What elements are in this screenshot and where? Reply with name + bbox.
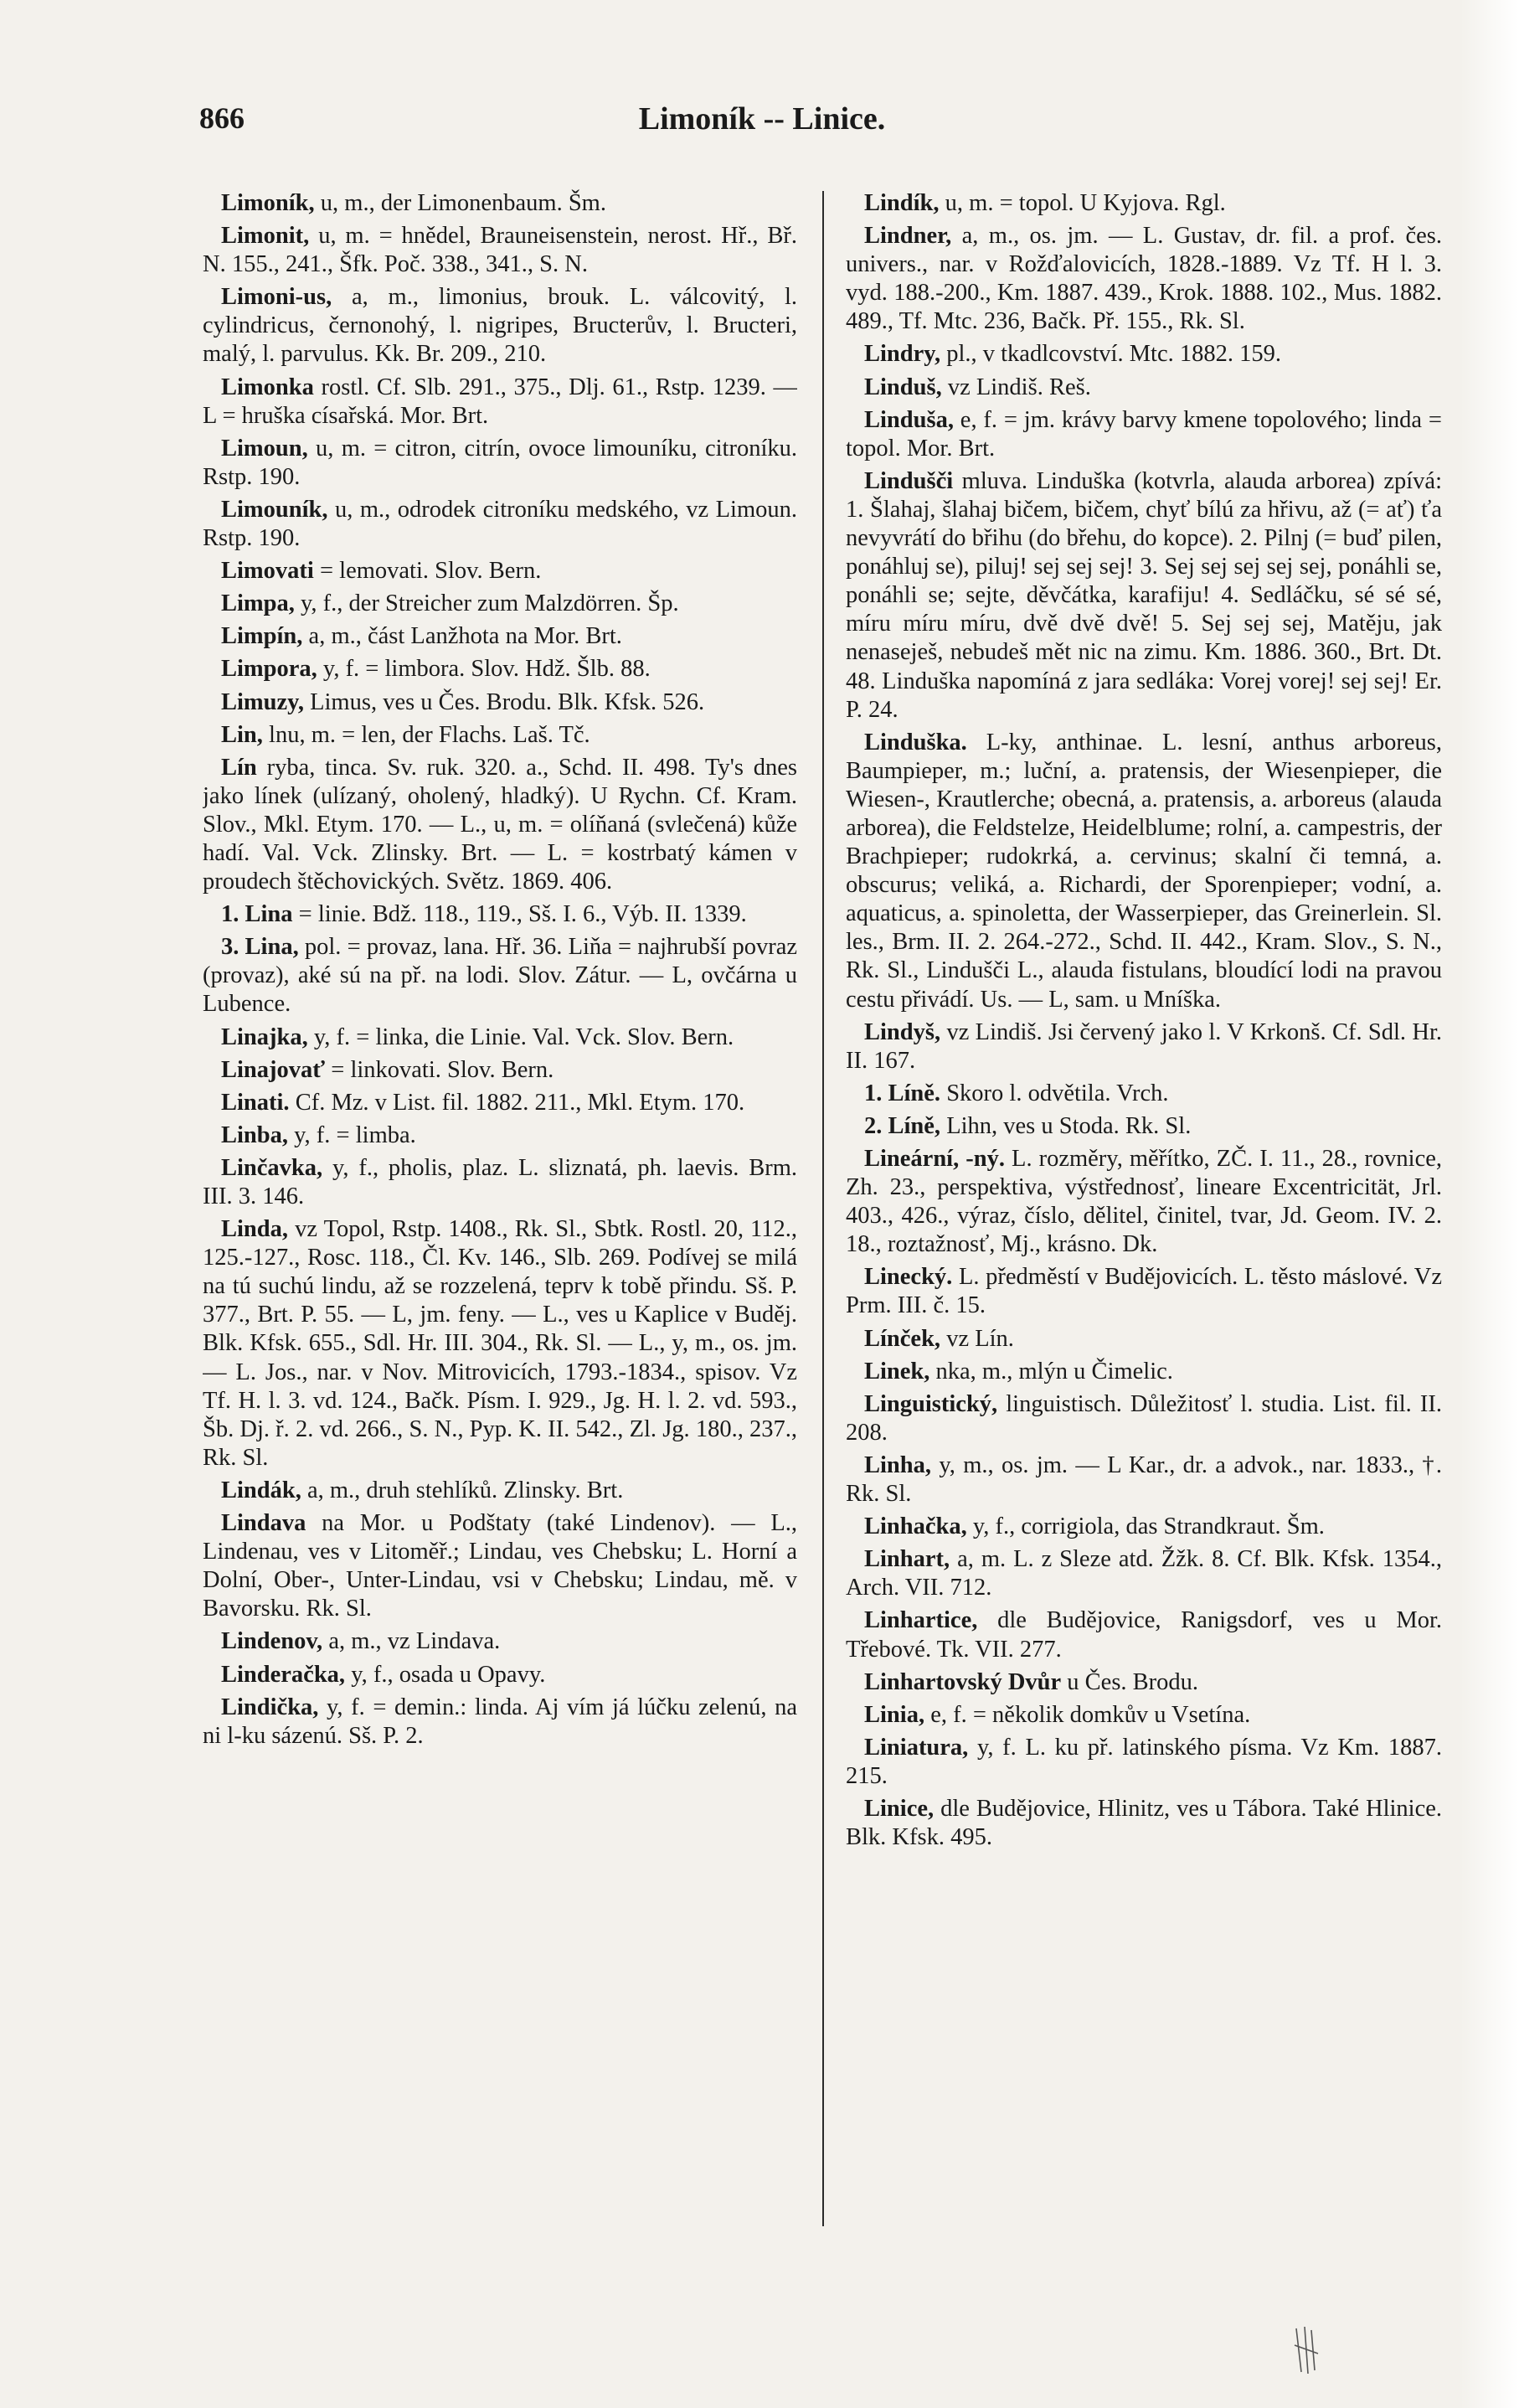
entry-text: vz Lín. [946,1325,1014,1352]
dictionary-entry [203,283,797,369]
entry-headword: Linia, [864,1701,925,1728]
entry-text: y, f., der Streicher zum Malzdörren. Šp. [301,590,679,617]
entry-headword: Linba, [221,1121,289,1148]
entry-headword: Limoník, [221,190,315,216]
dictionary-entry [203,374,797,431]
entry-text: = lemovati. Slov. Bern. [319,558,542,585]
entry-headword: Limpa, [221,590,295,617]
dictionary-entry [203,1121,797,1150]
entry-headword: Linek, [864,1358,930,1384]
dictionary-entry [203,900,797,929]
dictionary-entry [203,557,797,585]
entry-headword: Lindušči [864,467,954,494]
entry-headword: Lindenov, [221,1628,323,1655]
entry-text: u Čes. Brodu. [1067,1668,1199,1695]
entry-headword: Linajovať [221,1056,326,1083]
dictionary-entry [846,1606,1442,1663]
entry-text: lnu, m. = len, der Flachs. Laš. Tč. [269,721,590,748]
entry-text: y, f. = linka, die Linie. Val. Vck. Slov. Bern. [313,1024,734,1050]
entry-headword: Limpora, [221,656,317,683]
dictionary-entry [846,1325,1442,1354]
entry-headword: Linduš, [864,374,942,400]
entry-headword: Linice, [864,1795,935,1822]
entry-text: y, f. = demin.: linda. Aj vím já lúčku zelenú, na ni l-ku sázenú. Sš. P. 2. [203,1694,797,1749]
entry-headword: Linha, [864,1452,932,1478]
entry-text: e, f. = několik domkův u Vsetína. [930,1701,1251,1728]
dictionary-entry [203,222,797,279]
entry-text: a, m., vz Lindava. [328,1628,501,1655]
dictionary-entry [203,1694,797,1751]
entry-headword: Linduška. [864,729,967,755]
dictionary-entry [203,435,797,492]
dictionary-entry [846,1145,1442,1259]
entry-headword: Linčavka, [221,1154,323,1181]
entry-headword: Línček, [864,1325,941,1352]
dictionary-entry [203,1477,797,1505]
entry-headword: Limoun, [221,435,308,461]
entry-text: a, m., os. jm. — L. Gustav, dr. fil. a prof. čes. univers., nar. v Rožďalovicích, 1828.-1889. Vz Tf. H l. 3. vyd. 188.-200., Km. 1887. 439., Krok. 1888. 102., Mus. 1882. 489., Tf. Mtc. 236, Bačk. Př. 155., Rk. Sl. [846,223,1442,335]
entry-text: L. předměstí v Budějovicích. L. těsto máslové. Vz Prm. III. č. 15. [846,1264,1442,1319]
entry-text: Lihn, ves u Stoda. Rk. Sl. [946,1112,1192,1139]
pencil-mark [1290,2320,1323,2379]
entry-headword: Limouník, [221,496,328,523]
dictionary-entry [203,1056,797,1085]
dictionary-entry [203,1089,797,1117]
entry-headword: Liniatura, [864,1734,969,1761]
running-head: Limoník -- Linice. [638,101,886,137]
entry-text: vz Lindiš. Reš. [947,374,1091,400]
entry-headword: Lindyš, [864,1018,941,1045]
entry-headword: 3. Lina, [221,934,299,961]
entry-text: u, m. = topol. U Kyjova. Rgl. [945,190,1226,216]
entry-headword: Lindner, [864,223,952,250]
entry-text: e, f. = jm. krávy barvy kmene topolového; linda = topol. Mor. Brt. [846,406,1442,461]
entry-headword: Limovati [221,558,314,585]
dictionary-entry [203,688,797,717]
entry-text: pol. = provaz, lana. Hř. 36. Liňa = najhrubší povraz (provaz), aké sú na př. na lodi. Slov. Zátur. — L, ovčárna u Lubence. [203,934,797,1018]
entry-headword: Lín [221,754,257,781]
entry-text: mluva. Linduška (kotvrla, alauda arborea) zpívá: 1. Šlahaj, šlahaj bičem, bičem, chyť bílú za hřivu, až (= ať) ťa nevyvrátí do břihu (do břehu, do kopce). 2. Pilnj (= buď pilen, ponáhluj se), piluj! sej sej sej! 3. Sej sej sej sej sej, ponáhli se, ponáhli se; sejte, děvčátka, karafiju! 4. Sedláčku, sé sé sé, míru míru míru, dvě dvě dvě! 5. Sej sej sej, Matěju, jak nenaseješ, nebudeš mět nic na zimu. Km. 1886. 360., Brt. Dt. 48. Linduška napomíná z jara sedláka: Vorej vorej! sej sej! Er. P. 24. [846,467,1442,723]
dictionary-entry [203,590,797,618]
dictionary-entry [846,1452,1442,1508]
dictionary-entry [846,729,1442,1014]
entry-headword: Linderačka, [221,1661,346,1688]
dictionary-entry [846,1080,1442,1108]
entry-headword: Linhartovský Dvůr [864,1668,1062,1695]
dictionary-entry [846,1112,1442,1141]
entry-text: L. rozměry, měřítko, ZČ. I. 11., 28., rovnice, Zh. 23., perspektiva, výstřednosť, lineare Excentricität, Jrl. 403., 426., výraz, číslo, dělitel, činitel, tvar, Jd. Geom. IV. 2. 18., roztažnosť, Mj., krásno. Dk. [846,1146,1442,1258]
entry-text: u, m. = citron, citrín, ovoce limouníku, citroníku. Rstp. 190. [203,435,797,490]
dictionary-entry [203,1627,797,1656]
entry-text: ryba, tinca. Sv. ruk. 320. a., Schd. II. 498. Ty's dnes jako línek (ulízaný, oholený, hladký). U Rychn. Cf. Kram. Slov., Mkl. Etym. 170. — L., u, m. = olíňaná (svlečená) kůže hadí. Val. Vck. Zlinsky. Brt. — L. = kostrbatý kámen v proudech štěchovických. Světz. 1869. 406. [203,754,797,895]
entry-headword: Linhartice, [864,1607,978,1634]
entry-text: vz Lindiš. Jsi červený jako l. V Krkonš. Cf. Sdl. Hr. II. 167. [846,1018,1442,1074]
entry-text: Limus, ves u Čes. Brodu. Blk. Kfsk. 526. [310,688,705,715]
entry-text: = linkovati. Slov. Bern. [331,1056,554,1083]
entry-headword: 1. Lina [221,901,293,928]
entry-headword: Lindák, [221,1477,301,1503]
dictionary-entry [203,1024,797,1052]
dictionary-entry [846,222,1442,336]
dictionary-entry [203,1661,797,1689]
entry-headword: Linati. [221,1089,290,1116]
entry-text: a, m., část Lanžhota na Mor. Brt. [308,623,622,650]
entry-headword: Lindry, [864,341,941,368]
entry-text: a, m., limonius, brouk. L. válcovitý, l. cylindricus, černonohý, l. nigripes, Bructerův, l. Bructeri, malý, l. parvulus. Kk. Br. 209., 210. [203,284,797,368]
entry-text: y, f. = limbora. Slov. Hdž. Šlb. 88. [322,656,651,683]
page-edge [1460,0,1519,2408]
dictionary-entry [203,1215,797,1472]
dictionary-entry [846,467,1442,724]
entry-text: nka, m., mlýn u Čimelic. [935,1358,1173,1384]
entry-headword: Limonit, [221,223,310,250]
entry-headword: Limonka [221,374,314,400]
dictionary-entry [846,1263,1442,1320]
right-column [846,189,1442,2266]
entry-headword: Lindička, [221,1694,319,1720]
dictionary-entry [203,754,797,896]
entry-headword: Linecký. [864,1264,953,1291]
dictionary-entry [203,655,797,683]
entry-headword: Linda, [221,1216,289,1243]
entry-headword: 2. Líně, [864,1112,941,1139]
dictionary-entry [203,1509,797,1623]
entry-headword: Limoni-us, [221,284,332,311]
dictionary-entry [846,1795,1442,1852]
entry-text: = linie. Bdž. 118., 119., Sš. I. 6., Výb. II. 1339. [298,901,747,928]
entry-text: y, m., os. jm. — L Kar., dr. a advok., nar. 1833., †. Rk. Sl. [846,1452,1442,1508]
column-divider [822,191,824,2226]
entry-text: u, m., der Limonenbaum. Šm. [320,190,606,216]
entry-text: dle Budějovice, Ranigsdorf, ves u Mor. Třebové. Tk. VII. 277. [846,1607,1442,1663]
dictionary-entry [846,1513,1442,1541]
entry-text: rostl. Cf. Slb. 291., 375., Dlj. 61., Rstp. 1239. — L = hruška císařská. Mor. Brt. [203,374,797,429]
dictionary-entry [203,496,797,553]
entry-text: a, m. L. z Sleze atd. Žžk. 8. Cf. Blk. Kfsk. 1354., Arch. VII. 712. [846,1546,1442,1601]
entry-text: y, f., osada u Opavy. [351,1661,546,1688]
dictionary-entry [203,1154,797,1211]
entry-headword: Lindík, [864,190,940,216]
entry-headword: Limuzy, [221,688,304,715]
dictionary-entry [203,721,797,750]
dictionary-entry [203,189,797,218]
dictionary-entry [846,1701,1442,1730]
left-column [203,189,797,2266]
dictionary-entry [846,406,1442,463]
entry-headword: Linajka, [221,1024,308,1050]
entry-text: na Mor. u Podštaty (také Lindenov). — L., Lindenau, ves v Litoměř.; Lindau, ves Chebsku; L. Horní a Dolní, Ober-, Unter-Lindau, vsi v Chebsku; Lindau, mě. v Bavorsku. Rk. Sl. [203,1510,797,1622]
entry-headword: Lindava [221,1510,306,1537]
entry-headword: Lineární, -ný. [864,1146,1005,1172]
entry-text: y, f. L. ku př. latinského písma. Vz Km. 1887. 215. [846,1734,1442,1789]
entry-text: pl., v tkadlcovství. Mtc. 1882. 159. [946,341,1281,368]
entry-text: Skoro l. odvětila. Vrch. [946,1080,1169,1106]
entry-headword: Lin, [221,721,263,748]
entry-text: linguistisch. Důležitosť l. studia. List. fil. II. 208. [846,1390,1442,1446]
dictionary-entry [846,374,1442,402]
entry-text: L-ky, anthinae. L. lesní, anthus arboreus, Baumpieper, m.; luční, a. pratensis, der Wiesenpieper, die Wiesen-, Krautlerche; obecná, a. pratensis, a. arboreus (alauda arborea), die Feldstelze, Heidelblume; rolní, a. campestris, der Brachpieper; rudokrká, a. cervinus; skalní či temná, a. obscurus; veliká, a. Richardi, der Sporenpieper; vodní, a. aquaticus, a. spinoletta, der Wasserpieper, das Greinerlein. Sl. les., Brm. II. 2. 264.-272., Schd. II. 442., Kram. Slov., S. N., Rk. Sl., Lindušči L., alauda fistulans, bloudící lodi na pravou cestu přivádí. Us. — L, sam. u Mníška. [846,729,1442,1013]
entry-headword: Linhart, [864,1546,950,1573]
entry-text: y, f., corrigiola, das Strandkraut. Šm. [972,1513,1325,1540]
entry-text: u, m. = hnědel, Brauneisenstein, nerost. Hř., Bř. N. 155., 241., Šfk. Poč. 338., 341., S. N. [203,223,797,278]
dictionary-entry [846,1734,1442,1791]
dictionary-entry [203,933,797,1018]
entry-headword: Limpín, [221,623,303,650]
dictionary-entry [846,340,1442,369]
page-number: 866 [199,101,245,135]
dictionary-entry [846,1358,1442,1386]
dictionary-entry [846,1545,1442,1602]
entry-text: a, m., druh stehlíků. Zlinsky. Brt. [306,1477,624,1503]
entry-headword: 1. Líně. [864,1080,941,1106]
entry-headword: Linhačka, [864,1513,967,1540]
page-header [0,101,1519,151]
dictionary-entry [203,622,797,651]
entry-headword: Linguistický, [864,1390,998,1417]
entry-text: vz Topol, Rstp. 1408., Rk. Sl., Sbtk. Rostl. 20, 112., 125.-127., Rosc. 118., Čl. Kv. 146., Slb. 269. Podívej se milá na tú suchú lindu, až se rozzelená, teprv k tobě přindu. Sš. P. 377., Brt. P. 55. — L, jm. feny. — L., ves u Kaplice v Buděj. Blk. Kfsk. 655., Sdl. Hr. III. 304., Rk. Sl. — L., y, m., os. jm. — L. Jos., nar. v Nov. Mitrovicích, 1793.-1834., spisov. Vz Tf. H. l. 3. vd. 124., Bačk. Písm. I. 929., Jg. H. l. 2. vd. 593., Šb. Dj. ř. 2. vd. 266., S. N., Pyp. K. II. 542., Zl. Jg. 180., 237., Rk. Sl. [203,1216,797,1471]
dictionary-entry [846,189,1442,218]
dictionary-entry [846,1390,1442,1447]
entry-text: y, f., pholis, plaz. L. sliznatá, ph. laevis. Brm. III. 3. 146. [203,1154,797,1209]
dictionary-entry [846,1018,1442,1075]
entry-text: Cf. Mz. v List. fil. 1882. 211., Mkl. Etym. 170. [295,1089,745,1116]
entry-text: u, m., odrodek citroníku medského, vz Limoun. Rstp. 190. [203,496,797,552]
entry-text: y, f. = limba. [294,1121,416,1148]
dictionary-entry [846,1668,1442,1697]
entry-text: dle Budějovice, Hlinitz, ves u Tábora. Také Hlinice. Blk. Kfsk. 495. [846,1795,1442,1851]
entry-headword: Linduša, [864,406,954,433]
